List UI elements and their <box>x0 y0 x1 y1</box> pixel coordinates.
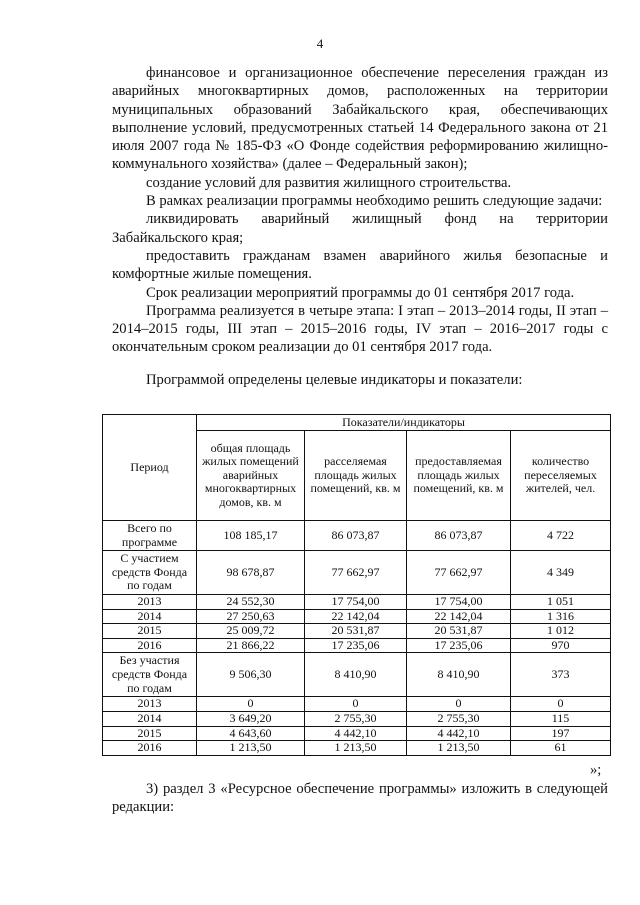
cell-resettled-area: 77 662,97 <box>305 551 407 595</box>
cell-resettled-area: 1 213,50 <box>305 741 407 756</box>
cell-provided-area: 8 410,90 <box>407 653 511 697</box>
header-provided-area: предоставляемая площадь жилых помещений, кв. м <box>407 431 511 521</box>
body-text <box>112 64 608 389</box>
cell-resettled-area: 17 754,00 <box>305 595 407 610</box>
table-row <box>103 711 611 726</box>
paragraph-task-provide: предоставить гражданам взамен аварийного жилья безопасные и комфортные жилые помещения. <box>112 247 608 283</box>
paragraph-task-liquidate: ликвидировать аварийный жилищный фонд на территории Забайкальского края; <box>112 211 608 246</box>
cell-provided-area: 0 <box>407 697 511 712</box>
cell-total-area: 1 213,50 <box>197 741 305 756</box>
cell-total-area: 3 649,20 <box>197 711 305 726</box>
table-row <box>103 726 611 741</box>
cell-residents: 373 <box>511 653 611 697</box>
row-period: Без участия средств Фонда по годам <box>103 653 197 697</box>
table-row <box>103 653 611 697</box>
header-residents-count: количество переселяемых жителей, чел. <box>511 431 611 521</box>
paragraph-goal-resettlement: финансовое и организационное обеспечение переселения граждан из аварийных многоквартирных домов, расположенных на территории муниципальных образований Забайкальского края, обеспечивающих выполнение условий, предусмотренных статьей 14 Федерального закона от 21 июля 2007 года № 185-ФЗ «О Фонде содействия реформированию жилищно-коммунального хозяйства» (далее – Федеральный закон); <box>112 65 608 173</box>
paragraph-indicators-intro: Программой определены целевые индикаторы и показатели: <box>146 371 523 388</box>
header-resettled-area: расселяемая площадь жилых помещений, кв. м <box>305 431 407 521</box>
cell-total-area: 108 185,17 <box>197 521 305 551</box>
cell-total-area: 4 643,60 <box>197 726 305 741</box>
cell-provided-area: 86 073,87 <box>407 521 511 551</box>
table-row <box>103 551 611 595</box>
cell-provided-area: 17 235,06 <box>407 638 511 653</box>
row-period: Всего по программе <box>103 521 197 551</box>
cell-residents: 4 722 <box>511 521 611 551</box>
cell-provided-area: 77 662,97 <box>407 551 511 595</box>
cell-residents: 0 <box>511 697 611 712</box>
cell-total-area: 0 <box>197 697 305 712</box>
cell-resettled-area: 2 755,30 <box>305 711 407 726</box>
cell-total-area: 27 250,63 <box>197 609 305 624</box>
page-number: 4 <box>316 36 324 51</box>
cell-resettled-area: 8 410,90 <box>305 653 407 697</box>
cell-residents: 1 012 <box>511 624 611 639</box>
table-row <box>103 638 611 653</box>
cell-provided-area: 1 213,50 <box>407 741 511 756</box>
row-period: С участием средств Фонда по годам <box>103 551 197 595</box>
cell-provided-area: 17 754,00 <box>407 595 511 610</box>
cell-residents: 61 <box>511 741 611 756</box>
row-period: 2015 <box>103 624 197 639</box>
cell-total-area: 98 678,87 <box>197 551 305 595</box>
cell-total-area: 21 866,22 <box>197 638 305 653</box>
row-period: 2013 <box>103 595 197 610</box>
row-period: 2014 <box>103 609 197 624</box>
table-row <box>103 697 611 712</box>
cell-provided-area: 22 142,04 <box>407 609 511 624</box>
table-row <box>103 609 611 624</box>
cell-residents: 115 <box>511 711 611 726</box>
cell-residents: 197 <box>511 726 611 741</box>
table-row <box>103 595 611 610</box>
table-row <box>103 624 611 639</box>
cell-provided-area: 4 442,10 <box>407 726 511 741</box>
cell-resettled-area: 4 442,10 <box>305 726 407 741</box>
cell-resettled-area: 20 531,87 <box>305 624 407 639</box>
closing-quote: »; <box>590 762 602 778</box>
paragraph-deadline: Срок реализации мероприятий программы до 01 сентября 2017 года. <box>146 284 575 301</box>
header-total-area: общая площадь жилых помещений аварийных многоквартирных домов, кв. м <box>197 431 305 521</box>
header-period: Период <box>103 415 197 521</box>
cell-resettled-area: 0 <box>305 697 407 712</box>
row-period: 2013 <box>103 697 197 712</box>
header-indicators-group: Показатели/индикаторы <box>197 415 611 431</box>
paragraph-goal-construction: создание условий для развития жилищного строительства. <box>146 174 512 191</box>
row-period: 2016 <box>103 741 197 756</box>
cell-total-area: 9 506,30 <box>197 653 305 697</box>
cell-provided-area: 2 755,30 <box>407 711 511 726</box>
cell-total-area: 24 552,30 <box>197 595 305 610</box>
row-period: 2016 <box>103 638 197 653</box>
indicators-table <box>102 414 611 756</box>
cell-resettled-area: 17 235,06 <box>305 638 407 653</box>
table-row <box>103 741 611 756</box>
cell-residents: 970 <box>511 638 611 653</box>
cell-residents: 1 316 <box>511 609 611 624</box>
paragraph-stages: Программа реализуется в четыре этапа: I этап – 2013–2014 годы, II этап – 2014–2015 годы, III этап – 2015–2016 годы, IV этап – 2016–2017 годы с окончательным сроком реализации до 01 сентября 2017 года. <box>112 302 608 356</box>
table-row <box>103 521 611 551</box>
row-period: 2014 <box>103 711 197 726</box>
row-period: 2015 <box>103 726 197 741</box>
paragraph-tasks-intro: В рамках реализации программы необходимо решить следующие задачи: <box>146 193 603 210</box>
cell-total-area: 25 009,72 <box>197 624 305 639</box>
cell-residents: 1 051 <box>511 595 611 610</box>
cell-resettled-area: 86 073,87 <box>305 521 407 551</box>
paragraph-section3-amendment: 3) раздел 3 «Ресурсное обеспечение программы» изложить в следующей редакции: <box>112 781 608 816</box>
cell-resettled-area: 22 142,04 <box>305 609 407 624</box>
cell-provided-area: 20 531,87 <box>407 624 511 639</box>
cell-residents: 4 349 <box>511 551 611 595</box>
final-text <box>112 780 608 817</box>
